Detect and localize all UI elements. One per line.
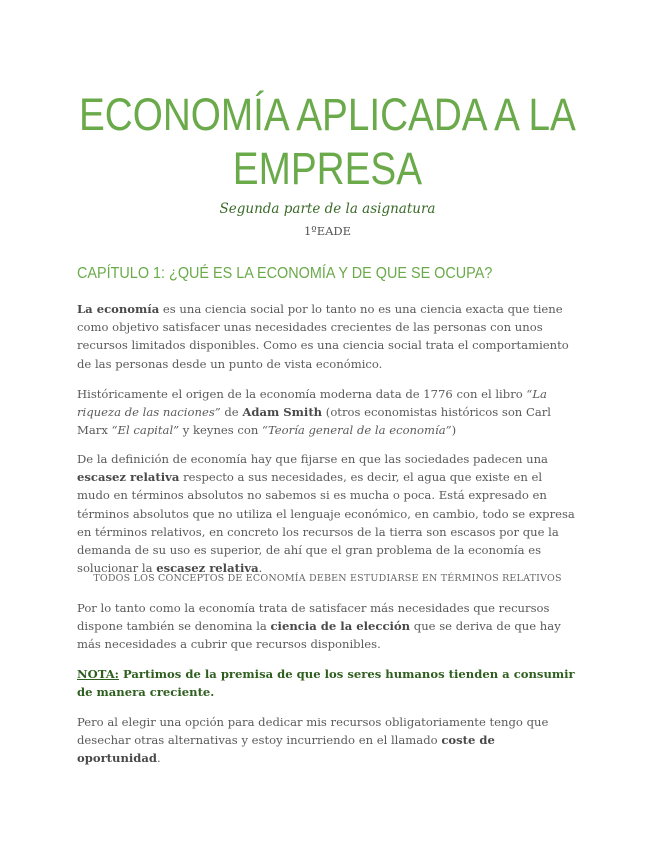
paragraph-opportunity-cost: Pero al elegir una opción para dedicar mis recursos obligatoriamente tengo que desechar otras alternativas y estoy incurriendo en el llamado coste de oportunidad. bbox=[77, 715, 549, 766]
author-name: Adam Smith bbox=[242, 405, 323, 420]
paragraph-definition: La economía es una ciencia social por lo tanto no es una ciencia exacta que tiene como objetivo satisfacer unas necesidades crecientes de las personas con unos recursos limitados disponibles. Como es una ciencia social trata el comportamiento de las personas desde un punto de vista económico. bbox=[77, 302, 569, 371]
document-subtitle bbox=[0, 201, 655, 217]
note-paragraph: NOTA: Partimos de la premisa de que los seres humanos tienden a consumir de manera creciente. bbox=[77, 667, 575, 700]
term-escasez: escasez relativa bbox=[77, 470, 180, 485]
course-label: 1ºEADE bbox=[303, 224, 352, 238]
term-eleccion: ciencia de la elección bbox=[270, 619, 411, 634]
note-label: NOTA: bbox=[77, 667, 119, 681]
book-title: “La riqueza de las naciones” bbox=[77, 387, 547, 420]
term-escasez: escasez relativa bbox=[156, 561, 259, 576]
subtitle-text: Segunda parte de la asignatura bbox=[219, 201, 436, 217]
book-title: “Teoría general de la economía” bbox=[262, 423, 452, 438]
book-title: “El capital” bbox=[111, 423, 180, 438]
caps-statement: TODOS LOS CONCEPTOS DE ECONOMÍA DEBEN ESTUDIARSE EN TÉRMINOS RELATIVOS bbox=[93, 573, 562, 584]
document-title bbox=[46, 88, 609, 196]
term-economia: La economía bbox=[77, 302, 160, 316]
paragraph-scarcity: De la definición de economía hay que fijarse en que las sociedades padecen una escasez relativa respecto a sus necesidades, es decir, el agua que existe en el mudo en términos absolutos no sabemos si es mucha o poca. Está expresado en términos absolutos que no utiliza el lenguaje económico, en cambio, todo se expresa en términos relativos, en concreto los recursos de la tierra son escasos por que la demanda de su uso es superior, de ahí que el gran problema de la economía es solucionar la escasez relativa. bbox=[77, 452, 575, 576]
paragraph-choice: Por lo tanto como la economía trata de satisfacer más necesidades que recursos dispone también se denomina la ciencia de la elección que se deriva de que hay más necesidades a cubrir que recursos disponibles. bbox=[77, 601, 561, 652]
title-line-2: EMPRESA bbox=[232, 143, 423, 194]
chapter-heading: CAPÍTULO 1: ¿QUÉ ES LA ECONOMÍA Y DE QUE SE OCUPA? bbox=[77, 265, 493, 282]
term-coste-oportunidad: coste de oportunidad bbox=[77, 733, 495, 766]
paragraph-history: Históricamente el origen de la economía moderna data de 1776 con el libro “La riqueza de las naciones” de Adam Smith (otros economistas históricos son Carl Marx “El capital” y keynes con “Teoría general de la economía”) bbox=[77, 387, 551, 438]
title-line-1: ECONOMÍA APLICADA A LA bbox=[78, 89, 576, 140]
